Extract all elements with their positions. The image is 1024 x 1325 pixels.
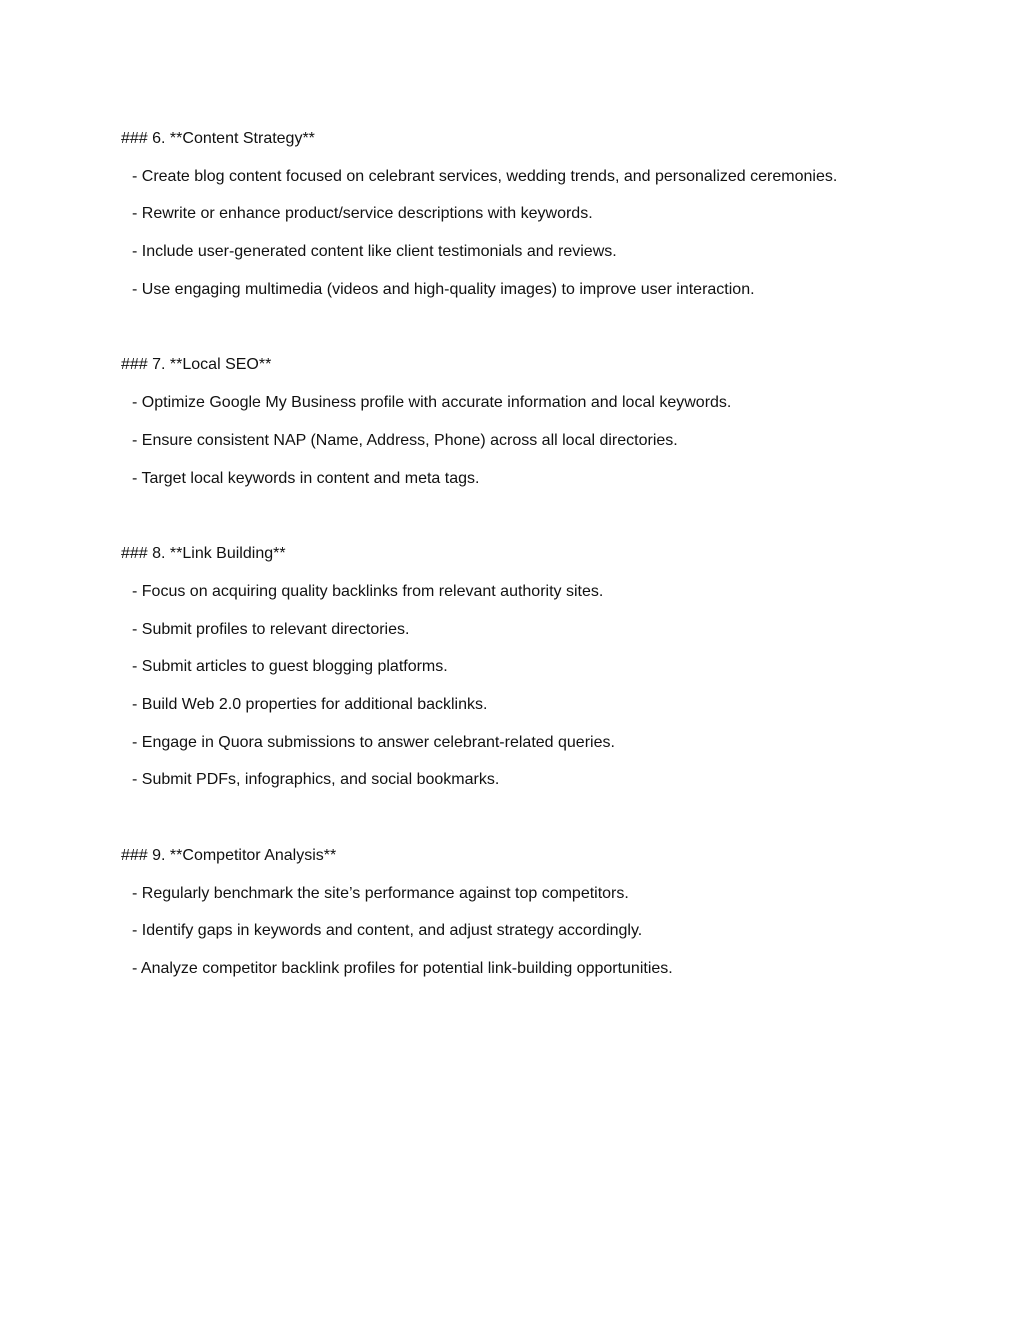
section-heading: ### 7. **Local SEO** [121, 356, 272, 374]
section-competitor-analysis [121, 837, 981, 988]
section-heading: ### 6. **Content Strategy** [121, 130, 315, 147]
list-item: - Use engaging multimedia (videos and high-quality images) to improve user interaction. [132, 280, 755, 298]
list-item: - Include user-generated content like client testimonials and reviews. [132, 243, 617, 261]
list-item: - Submit articles to guest blogging platforms. [132, 658, 448, 676]
list-item: - Target local keywords in content and meta tags. [132, 469, 480, 487]
list-item: - Build Web 2.0 properties for additional backlinks. [132, 695, 488, 713]
section-heading: ### 8. **Link Building** [121, 545, 286, 563]
section-local-seo [121, 346, 981, 497]
list-item: - Ensure consistent NAP (Name, Address, Phone) across all local directories. [132, 431, 678, 449]
section-content-strategy [121, 120, 981, 308]
list-item: - Create blog content focused on celebrant services, wedding trends, and personalized ceremonies. [132, 167, 838, 185]
list-item: - Engage in Quora submissions to answer celebrant-related queries. [132, 733, 615, 751]
list-item: - Optimize Google My Business profile with accurate information and local keywords. [132, 394, 732, 412]
list-item: - Analyze competitor backlink profiles for potential link-building opportunities. [132, 960, 673, 978]
list-item: - Rewrite or enhance product/service descriptions with keywords. [132, 205, 593, 223]
list-item: - Identify gaps in keywords and content, and adjust strategy accordingly. [132, 922, 643, 940]
list-item: - Regularly benchmark the site’s performance against top competitors. [132, 884, 629, 902]
section-link-building [121, 535, 981, 799]
document-content [121, 120, 981, 1026]
list-item: - Submit PDFs, infographics, and social bookmarks. [132, 771, 500, 789]
list-item: - Focus on acquiring quality backlinks from relevant authority sites. [132, 582, 604, 600]
section-heading: ### 9. **Competitor Analysis** [121, 847, 337, 864]
list-item: - Submit profiles to relevant directories. [132, 620, 410, 638]
